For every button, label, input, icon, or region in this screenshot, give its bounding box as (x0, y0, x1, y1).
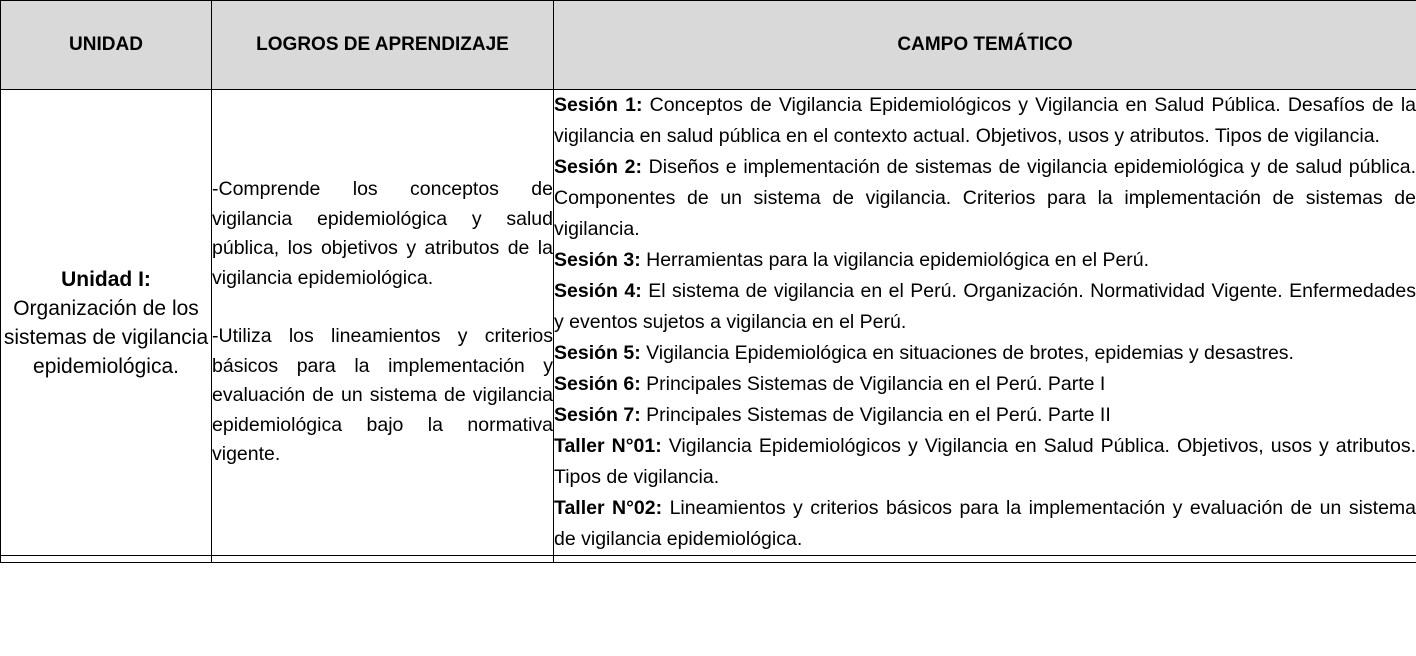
table-row (1, 90, 1416, 556)
session-label: Sesión 7: (554, 404, 641, 426)
session-text: El sistema de vigilancia en el Perú. Organización. Normatividad Vigente. Enfermedades y eventos sujetos a vigilancia en el Perú. (554, 280, 1416, 333)
taller-text: Vigilancia Epidemiológicos y Vigilancia en Salud Pública. Objetivos, usos y atributos. Tipos de vigilancia. (554, 435, 1416, 488)
table-row-continuation (1, 556, 1416, 563)
session-item (554, 152, 1416, 245)
continuation-cell (212, 556, 554, 563)
session-label: Sesión 2: (554, 156, 642, 178)
session-text: Vigilancia Epidemiológica en situaciones de brotes, epidemias y desastres. (646, 342, 1294, 364)
continuation-cell (554, 556, 1416, 563)
session-text: Principales Sistemas de Vigilancia en el Perú. Parte II (646, 404, 1111, 426)
taller-text: Lineamientos y criterios básicos para la implementación y evaluación de un sistema de vigilancia epidemiológica. (554, 497, 1416, 550)
header-unidad: UNIDAD (1, 1, 212, 90)
unit-title: Unidad I: (61, 267, 151, 291)
session-text: Conceptos de Vigilancia Epidemiológicos y Vigilancia en Salud Pública. Desafíos de la vigilancia en salud pública en el contexto actual. Objetivos, usos y atributos. Tipos de vigilancia. (554, 94, 1416, 147)
unit-cell (1, 90, 212, 556)
session-text: Herramientas para la vigilancia epidemiológica en el Perú. (646, 249, 1150, 271)
table-header (1, 1, 1416, 90)
logro-item: -Utiliza los lineamientos y criterios básicos para la implementación y evaluación de un sistema de vigilancia epidemiológica bajo la normativa vigente. (212, 325, 553, 466)
session-label: Sesión 4: (554, 280, 642, 302)
session-item (554, 90, 1416, 152)
taller-item (554, 493, 1416, 555)
session-label: Sesión 6: (554, 373, 641, 395)
taller-label: Taller N°01: (554, 435, 662, 457)
header-campo-tematico: CAMPO TEMÁTICO (554, 1, 1416, 90)
session-item (554, 400, 1416, 431)
header-logros: LOGROS DE APRENDIZAJE (212, 1, 554, 90)
session-label: Sesión 3: (554, 249, 641, 271)
taller-label: Taller N°02: (554, 497, 663, 519)
taller-item (554, 431, 1416, 493)
session-text: Diseños e implementación de sistemas de vigilancia epidemiológica y de salud pública. Componentes de un sistema de vigilancia. Criterios para la implementación de sistemas de vigilancia. (554, 156, 1416, 240)
session-item (554, 245, 1416, 276)
logro-item: -Comprende los conceptos de vigilancia epidemiológica y salud pública, los objetivos y atributos de la vigilancia epidemiológica. (212, 178, 553, 289)
continuation-cell (1, 556, 212, 563)
logros-cell (212, 90, 554, 556)
unit-description: Organización de los sistemas de vigilancia epidemiológica. (3, 296, 209, 378)
campo-tematico-cell (554, 90, 1416, 556)
session-text: Principales Sistemas de Vigilancia en el Perú. Parte I (646, 373, 1106, 395)
session-item (554, 276, 1416, 338)
session-label: Sesión 5: (554, 342, 641, 364)
session-item (554, 369, 1416, 400)
session-label: Sesión 1: (554, 94, 643, 116)
session-item (554, 338, 1416, 369)
